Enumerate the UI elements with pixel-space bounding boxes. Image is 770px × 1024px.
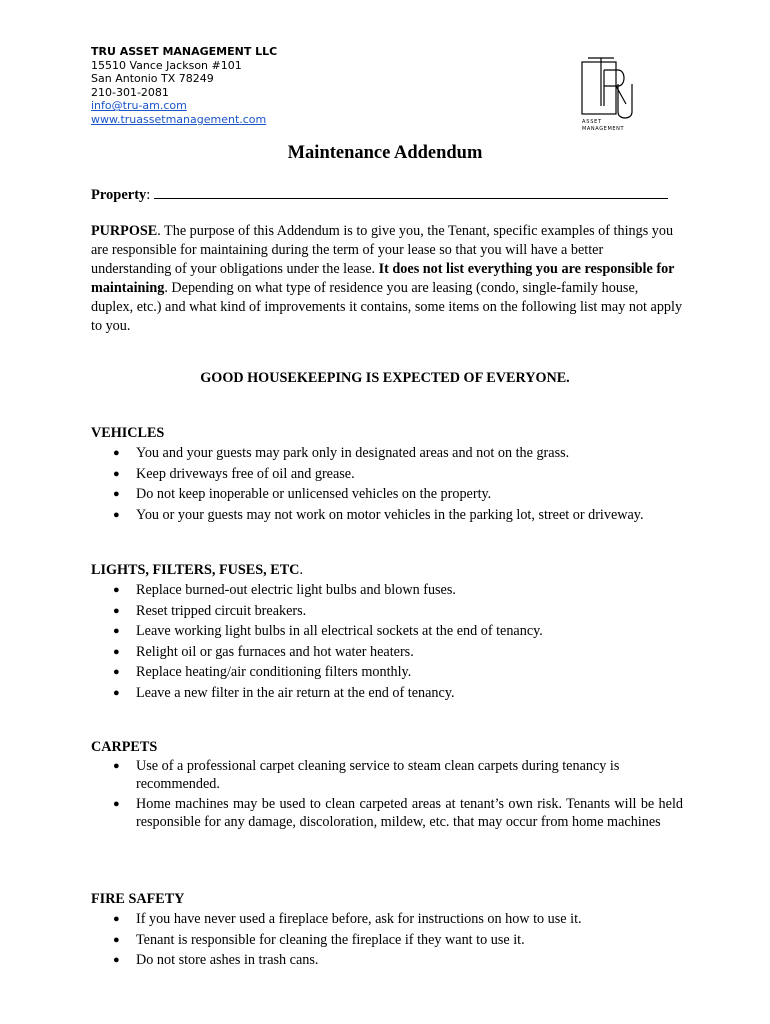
list-item: ● Reset tripped circuit breakers. (91, 601, 691, 622)
bullet-icon: ● (113, 760, 120, 772)
purpose-paragraph (91, 222, 683, 336)
property-blank-line (154, 185, 668, 199)
logo-text-management: MANAGEMENT (582, 126, 625, 132)
section-heading: CARPETS (91, 739, 158, 755)
bullet-list (91, 909, 691, 971)
bullet-icon: ● (113, 447, 120, 459)
list-item: ● Replace burned-out electric light bulbs and blown fuses. (91, 580, 691, 601)
company-website-link[interactable]: www.truassetmanagement.com (91, 112, 267, 126)
list-item: ● Home machines may be used to clean carpeted areas at tenant’s own risk. Tenants will be held responsible for any damage, discoloration, mildew, etc. that may occur from home machines (113, 796, 683, 830)
bullet-icon: ● (113, 508, 120, 521)
list-item: ● You and your guests may park only in designated areas and not on the grass. (91, 443, 691, 464)
housekeeping-heading: GOOD HOUSEKEEPING IS EXPECTED OF EVERYONE. (200, 370, 570, 386)
bullet-icon: ● (113, 467, 120, 480)
bullet-icon: ● (113, 625, 120, 637)
list-item: ● Relight oil or gas furnaces and hot water heaters. (91, 642, 691, 663)
bullet-icon: ● (113, 488, 120, 500)
list-item: ● You or your guests may not work on motor vehicles in the parking lot, street or driveway. (91, 505, 691, 526)
section-vehicles (91, 424, 691, 525)
purpose-text-2: . Depending on what type of residence you are leasing (condo, single-family house, duplex, etc.) and what kind of improvements it contains, some items on the following list may not apply to you. (91, 280, 683, 334)
bullet-icon: ● (113, 666, 120, 678)
purpose-bold-text: It does not list everything you are responsible for maintaining (91, 261, 675, 296)
section-heading: LIGHTS, FILTERS, FUSES, ETC. (91, 562, 303, 578)
list-item: ● Replace heating/air conditioning filters monthly. (91, 662, 691, 683)
property-field (91, 185, 668, 204)
section-lights (91, 561, 691, 703)
company-logo (578, 56, 638, 132)
purpose-label: PURPOSE (91, 223, 158, 239)
bullet-icon: ● (113, 933, 120, 946)
list-item: ● If you have never used a fireplace before, ask for instructions on how to use it. (91, 909, 691, 930)
bullet-list (91, 757, 683, 831)
list-item: ● Do not store ashes in trash cans. (91, 950, 691, 971)
company-phone: 210-301-2081 (91, 85, 169, 99)
bullet-icon: ● (113, 798, 120, 810)
bullet-list (91, 443, 691, 525)
bullet-icon: ● (113, 584, 120, 596)
bullet-icon: ● (113, 645, 120, 658)
purpose-text-1: . The purpose of this Addendum is to give you, the Tenant, specific examples of things you are responsible for maintaining during the term of your lease so that you will have a better understanding of your obligations under the lease. (91, 223, 674, 277)
company-address-line1: 15510 Vance Jackson #101 (91, 58, 242, 72)
list-item: ● Leave working light bulbs in all electrical sockets at the end of tenancy. (91, 621, 691, 642)
bullet-icon: ● (113, 913, 120, 925)
section-heading: VEHICLES (91, 425, 165, 441)
company-email-link[interactable]: info@tru-am.com (91, 99, 187, 113)
section-heading: FIRE SAFETY (91, 891, 185, 907)
company-name: TRU ASSET MANAGEMENT LLC (91, 45, 278, 58)
company-header (91, 45, 277, 127)
company-address-line2: San Antonio TX 78249 (91, 72, 214, 86)
document-title: Maintenance Addendum (287, 143, 483, 163)
bullet-icon: ● (113, 604, 120, 617)
section-fire-safety (91, 890, 691, 971)
bullet-list (91, 580, 691, 703)
bullet-icon: ● (113, 686, 120, 699)
list-item: ● Use of a professional carpet cleaning service to steam clean carpets during tenancy is recommended. (113, 758, 620, 792)
logo-text-asset: ASSET (582, 119, 602, 125)
list-item: ● Tenant is responsible for cleaning the fireplace if they want to use it. (91, 930, 691, 951)
property-label: Property: (91, 187, 151, 203)
bullet-icon: ● (113, 954, 120, 966)
list-item: ● Keep driveways free of oil and grease. (91, 464, 691, 485)
list-item: ● Leave a new filter in the air return at the end of tenancy. (91, 683, 691, 704)
section-carpets (91, 738, 683, 833)
list-item: ● Do not keep inoperable or unlicensed vehicles on the property. (91, 484, 691, 505)
